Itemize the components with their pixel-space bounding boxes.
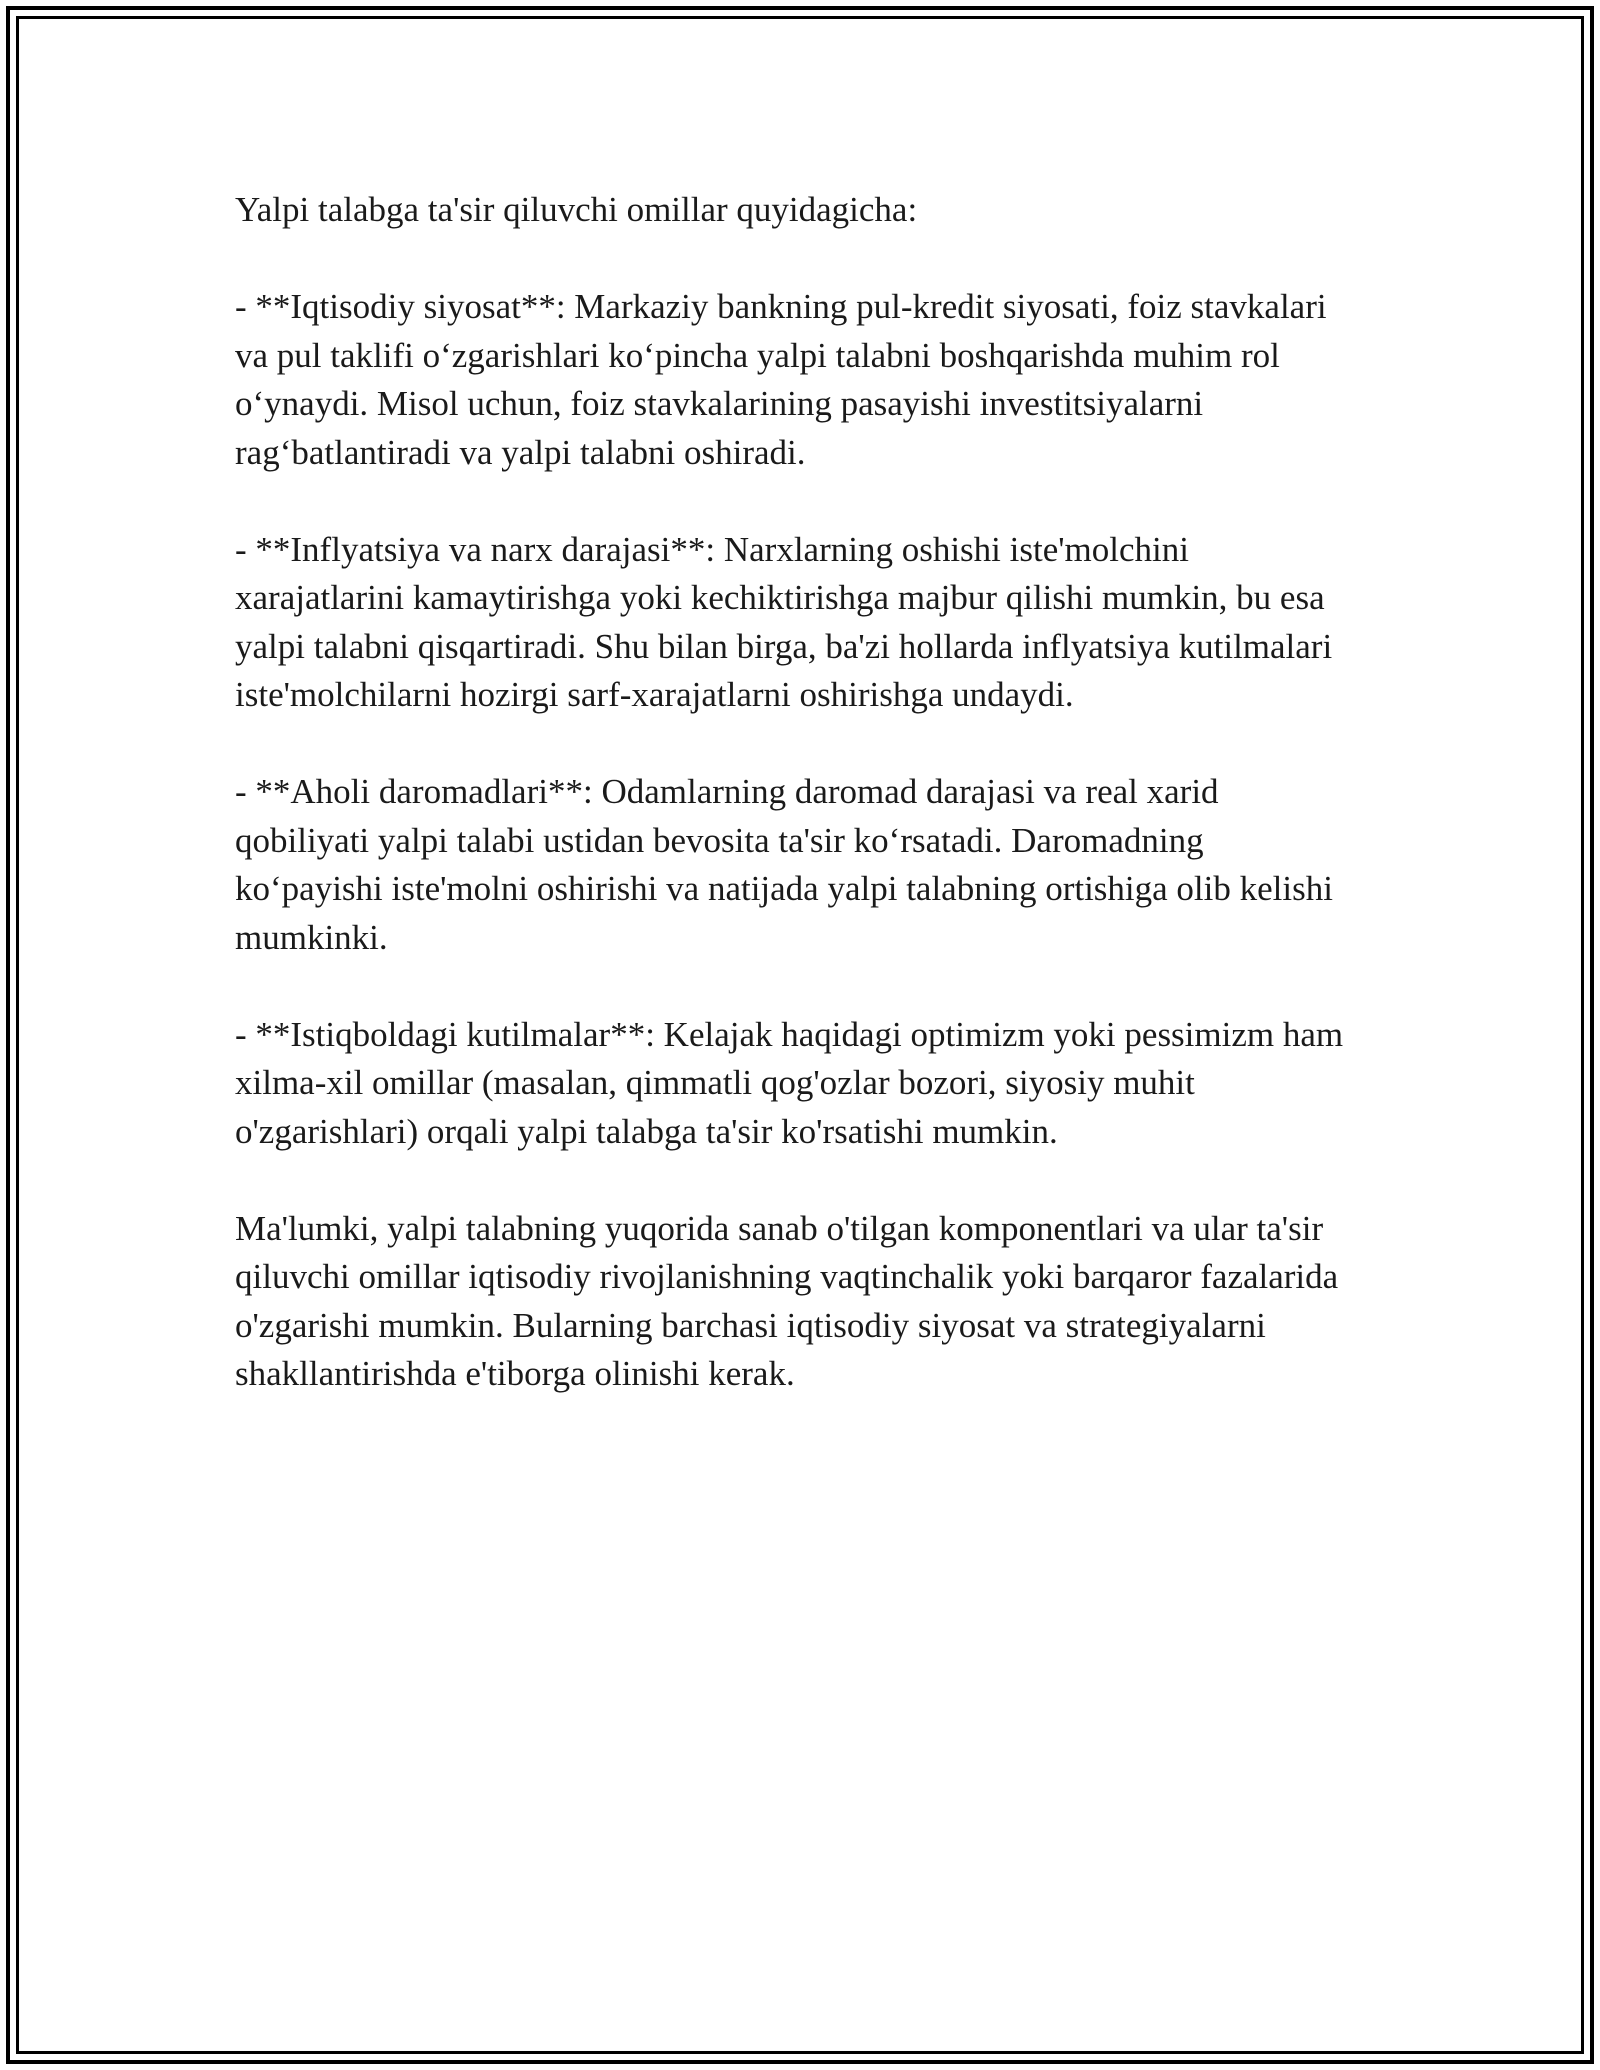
intro-paragraph: Yalpi talabga ta'sir qiluvchi omillar quyidagicha: (235, 190, 918, 229)
factor-item-economic-policy: - **Iqtisodiy siyosat**: Markaziy bankning pul-kredit siyosati, foiz stavkalari va pul taklifi o‘zgarishlari ko‘pincha yalpi talabni boshqarishda muhim rol o‘ynaydi. Misol uchun, foiz stavkalarining pasayishi investitsiyalarni rag‘batlantiradi va yalpi talabni oshiradi. (235, 287, 1327, 472)
conclusion-paragraph: Ma'lumki, yalpi talabning yuqorida sanab o'tilgan komponentlari va ular ta'sir qiluvchi omillar iqtisodiy rivojlanishning vaqtinchalik yoki barqaror fazalarida o'zgarishi mumkin. Bularning barchasi iqtisodiy siyosat va strategiyalarni shakllantirishda e'tiborga olinishi kerak. (235, 1208, 1339, 1393)
factor-item-expectations: - **Istiqboldagi kutilmalar**: Kelajak haqidagi optimizm yoki pessimizm ham xilma-xil omillar (masalan, qimmatli qog'ozlar bozori, siyosiy muhit o'zgarishlari) orqali yalpi talabga ta'sir ko'rsatishi mumkin. (235, 1014, 1344, 1151)
factor-item-inflation: - **Inflyatsiya va narx darajasi**: Narxlarning oshishi iste'molchini xarajatlarini kamaytirishga yoki kechiktirishga majbur qilishi mumkin, bu esa yalpi talabni qisqartiradi. Shu bilan birga, ba'zi hollarda inflyatsiya kutilmalari iste'molchilarni hozirgi sarf-xarajatlarni oshirishga undaydi. (235, 529, 1333, 714)
factor-item-income: - **Aholi daromadlari**: Odamlarning daromad darajasi va real xarid qobiliyati yalpi talabi ustidan bevosita ta'sir ko‘rsatadi. Daromadning ko‘payishi iste'molni oshirishi va natijada yalpi talabning ortishiga olib kelishi mumkinki. (235, 772, 1333, 957)
document-body (235, 186, 1355, 1399)
